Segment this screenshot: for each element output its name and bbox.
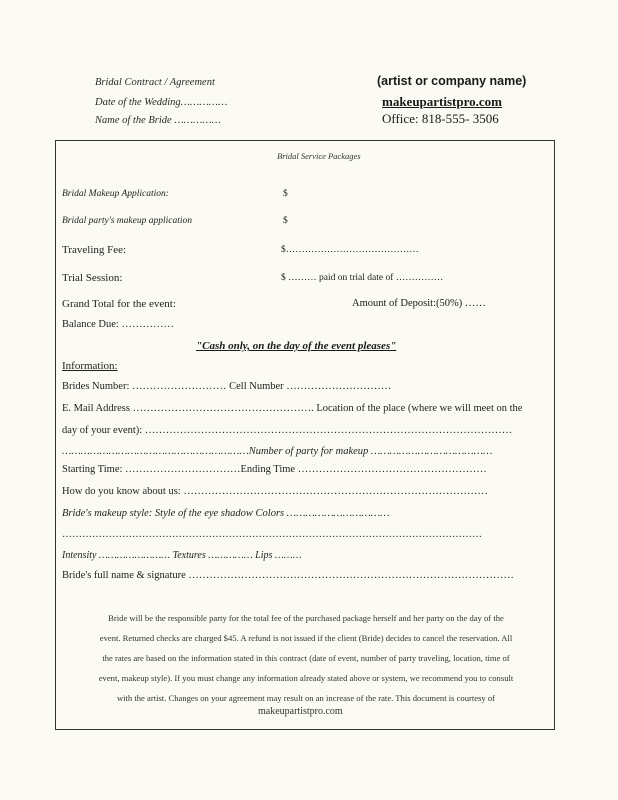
information-heading: Information: [62, 360, 118, 372]
company-name-placeholder: (artist or company name) [377, 74, 527, 88]
day-of-event-line: day of your event): …………………………………………………………………………………………… [62, 425, 513, 436]
terms-line: Bride will be the responsible party for the total fee of the purchased package herself and her party on the day of the [108, 613, 504, 623]
terms-line: event, makeup style). If you must change any information already stated above or system, we recommend you to consult [98, 673, 514, 683]
blank-line: ……………………………………………………………………………………………………………… [62, 529, 482, 540]
office-phone: Office: 818-555- 3506 [382, 111, 499, 126]
bridal-makeup-price: $ [283, 189, 288, 199]
balance-due-label: Balance Due: …………… [62, 319, 174, 330]
packages-title: Bridal Service Packages [277, 151, 361, 161]
bride-name-line: Name of the Bride …………… [95, 115, 221, 126]
contract-title: Bridal Contract / Agreement [95, 77, 215, 88]
party-number-line: ……………………………………………………Number of party for makeup ………………………………… [62, 446, 493, 457]
terms-paragraph [64, 608, 548, 708]
brides-number-line: Brides Number: ……………………… Cell Number ………………………… [62, 381, 392, 392]
grand-total-label: Grand Total for the event: [62, 298, 176, 310]
deposit-label: Amount of Deposit:(50%) …… [352, 298, 486, 309]
wedding-date-line: Date of the Wedding…………… [95, 97, 228, 108]
terms-line: the rates are based on the information stated in this contract (date of event, number of party traveling, location, time of [102, 653, 510, 663]
how-know-line: How do you know about us: …………………………………………………………………………… [62, 486, 488, 497]
terms-line: with the artist. Changes on your agreement may result on an increase of the rate. This document is courtesy of [116, 693, 496, 703]
bridal-makeup-label: Bridal Makeup Application: [62, 189, 169, 199]
traveling-fee-label: Traveling Fee: [62, 244, 127, 256]
party-makeup-price: $ [283, 216, 288, 226]
trial-session-value: $ ……… paid on trial date of …………… [281, 273, 444, 283]
trial-session-label: Trial Session: [62, 272, 123, 284]
company-website: makeupartistpro.com [382, 94, 503, 109]
terms-line: event. Returned checks are charged $45. A refund is not issued if the client (Bride) decides to cancel the reservation. All [99, 633, 513, 643]
email-location-line: E. Mail Address ……………………………………………. Location of the place (where we will meet on the [62, 403, 523, 414]
cash-only-notice: "Cash only, on the day of the event pleases" [196, 340, 397, 352]
party-makeup-label: Bridal party's makeup application [62, 216, 193, 226]
traveling-fee-value: $…………………………………… [281, 245, 419, 255]
footer-website: makeupartistpro.com [258, 706, 343, 717]
starting-time-line: Starting Time: ……………………………Ending Time ……………………………………………… [62, 464, 487, 475]
makeup-style-line: Bride's makeup style: Style of the eye shadow Colors …………………………… [62, 508, 390, 519]
signature-line: Bride's full name & signature ………………………………………………………………………………… [62, 570, 514, 581]
intensity-line: Intensity …………………… Textures …………… Lips ……… [62, 550, 302, 561]
